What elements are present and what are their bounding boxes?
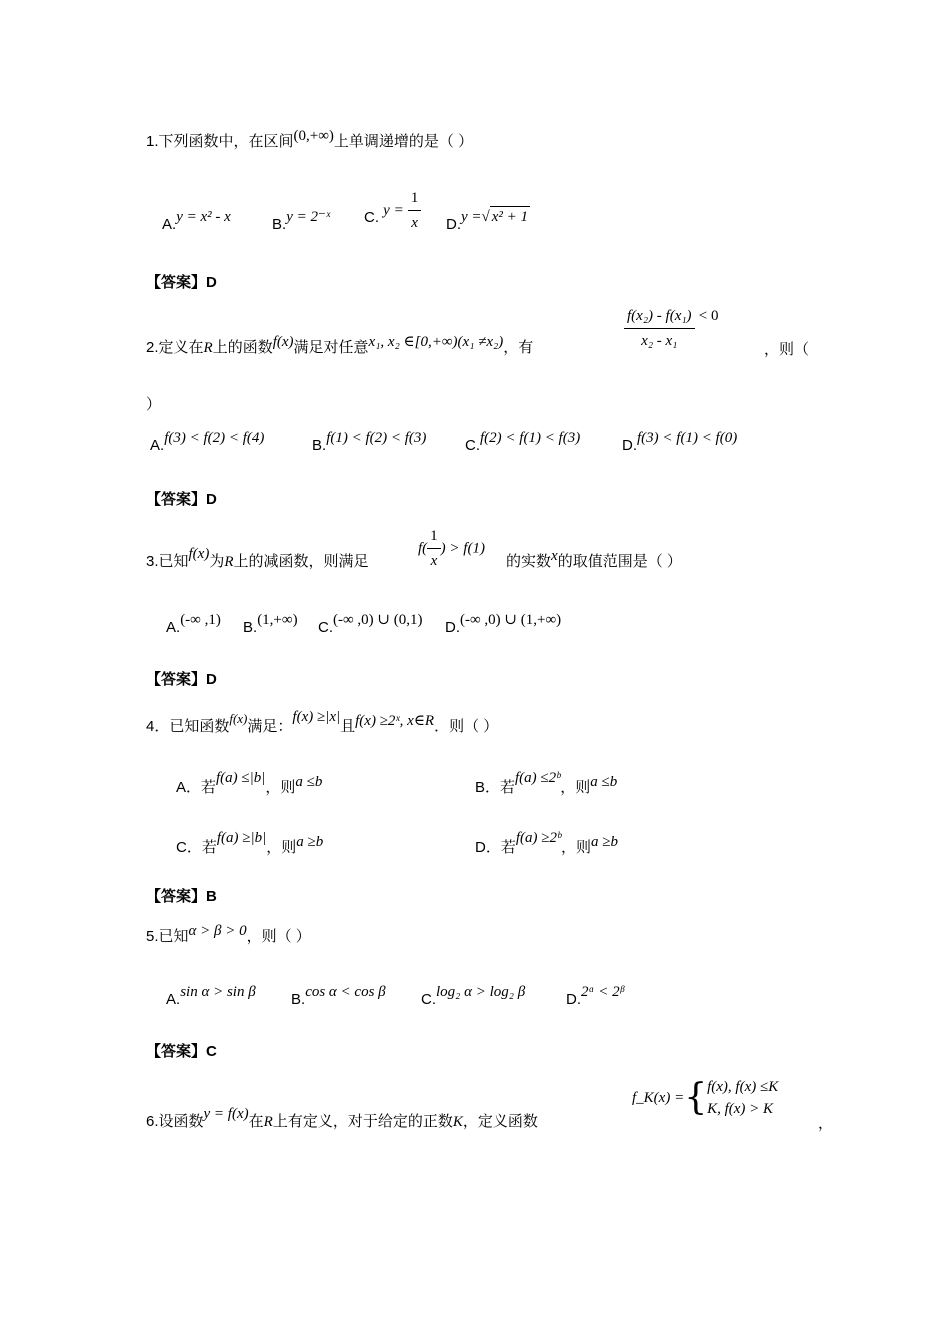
q4-option-c-cond: f(a) ≥|b| [216, 830, 267, 846]
q2-frac-rhs: < 0 [698, 308, 719, 325]
q1-interval: (0,+∞) [293, 128, 334, 144]
q4-cond1: f(x) ≥|x| [292, 709, 341, 725]
q1-option-c [364, 188, 421, 233]
q4-option-b-label: B．若 [475, 779, 516, 796]
q3-option-d-label: D. [445, 619, 460, 636]
q5-stem-a: 5.已知 [146, 928, 189, 945]
q3-option-a-expr: (-∞ ,1) [180, 612, 221, 628]
q1-option-b-label: B. [272, 216, 287, 233]
q6-stem-d: ，定义函数 [462, 1113, 538, 1130]
q5-answer: 【答案】C [146, 1043, 217, 1060]
q2-stem-d: ，有 [503, 339, 534, 356]
q5-option-b-label: B. [291, 991, 306, 1008]
q4-option-c-label: C．若 [176, 839, 217, 856]
q4-stem-b: 满足： [247, 718, 293, 735]
q3-answer: 【答案】D [146, 671, 217, 688]
q2-fraction [624, 306, 695, 351]
q1-option-d-label: D. [446, 216, 461, 233]
q4-option-a [176, 770, 323, 798]
q6-k: K [452, 1114, 463, 1130]
q3-ineq-fraction [427, 526, 441, 571]
q2-answer: 【答案】D [146, 491, 217, 508]
q4-option-d [475, 830, 619, 858]
q3-fx: f(x) [188, 546, 210, 562]
q3-stem-d: 的实数 [506, 553, 552, 570]
q2-option-d-label: D. [622, 437, 637, 454]
q1-option-b-expr: y = 2⁻ˣ [286, 209, 331, 225]
q6-case2: K, f(x) > K [707, 1101, 774, 1117]
q5-option-a-label: A. [166, 991, 181, 1008]
q5-option-c [421, 982, 526, 1008]
q5-option-a [166, 982, 256, 1008]
q5-option-b [291, 982, 386, 1008]
q1-option-d-radicand: x² + 1 [490, 206, 530, 227]
q2-frac-num: f(x₂) - f(x₁) [624, 306, 695, 329]
q3-ineq-den: x [430, 553, 438, 569]
left-brace: { [684, 1077, 708, 1118]
q2-option-b [312, 428, 427, 454]
q1-answer: 【答案】D [146, 274, 217, 291]
q1-option-b [272, 207, 331, 233]
q2-option-a-label: A. [150, 437, 165, 454]
q2-option-b-label: B. [312, 437, 327, 454]
q5-option-a-expr: sin α > sin β [180, 984, 256, 1000]
q4-stem-a: 4．已知函数 [146, 718, 230, 735]
q3-option-d-expr: (-∞ ,0) ∪ (1,+∞) [460, 612, 562, 628]
sqrt-symbol: √ [481, 209, 490, 225]
q4-option-b [475, 770, 618, 798]
q2-fraction-block [624, 306, 718, 351]
q3-x: x [551, 548, 558, 564]
q2-option-a-expr: f(3) < f(2) < f(4) [164, 430, 265, 446]
q4-option-b-res: a ≤b [590, 774, 618, 790]
q6-case1: f(x), f(x) ≤K [707, 1079, 779, 1095]
q2-stem [146, 334, 534, 358]
q4-stem-c: 且 [340, 718, 356, 735]
q1-option-c-den: x [411, 215, 418, 231]
q6-definition [632, 1076, 778, 1120]
q3-stem-a: 3.已知 [146, 553, 189, 570]
q2-r: R [203, 340, 213, 356]
q1-option-a [162, 207, 231, 233]
q5-option-c-expr: log₂ α > log₂ β [436, 984, 526, 1000]
q4-cond2: f(x) ≥2ˣ, x∈R [355, 713, 435, 729]
q3-option-b [243, 610, 298, 636]
q6-stem-c: 上有定义，对于给定的正数 [272, 1113, 453, 1130]
q1-stem-a: 1.下列函数中，在区间 [146, 133, 294, 150]
q2-option-c [465, 428, 581, 454]
q2-option-d-expr: f(3) < f(1) < f(0) [637, 430, 738, 446]
q3-r: R [224, 554, 234, 570]
q4-fx: f(x) [229, 711, 248, 726]
q6-cases [707, 1076, 778, 1120]
q3-stem-c: 上的减函数，则满足 [233, 553, 369, 570]
q5-option-d-label: D. [566, 991, 581, 1008]
q4-option-a-cond: f(a) ≤|b| [216, 770, 266, 786]
q5-option-c-label: C. [421, 991, 436, 1008]
q4-option-c [176, 830, 324, 858]
q3-option-a-label: A. [166, 619, 181, 636]
q1-option-a-expr: y = x² - x [176, 209, 231, 225]
q6-r: R [263, 1114, 273, 1130]
q1-option-d [446, 206, 530, 233]
q3-stem-right [506, 548, 682, 572]
q3-option-c [318, 610, 423, 636]
q1-option-c-num: 1 [408, 188, 422, 211]
q3-inequality [418, 526, 485, 571]
q6-stem-b: 在 [248, 1113, 264, 1130]
q2-option-c-expr: f(2) < f(1) < f(3) [480, 430, 581, 446]
q1-stem [146, 128, 474, 152]
q4-option-d-label: D．若 [475, 839, 516, 856]
q1-option-c-lhs: y = [383, 202, 404, 219]
q2-stem-a: 2.定义在 [146, 339, 204, 356]
q2-option-b-expr: f(1) < f(2) < f(3) [326, 430, 427, 446]
q5-option-d [566, 982, 624, 1008]
q4-stem-d: ．则（ ） [434, 718, 499, 735]
q6-fn: y = f(x) [203, 1106, 249, 1122]
q4-option-b-cond: f(a) ≤2ᵇ [515, 770, 561, 786]
q1-option-d-lhs: y = [461, 209, 482, 225]
q3-option-c-label: C. [318, 619, 333, 636]
q1-option-c-label: C. [364, 209, 379, 227]
q4-option-a-res: a ≤b [295, 774, 323, 790]
q6-stem-e: ， [818, 1115, 834, 1132]
q4-option-a-label: A．若 [176, 779, 217, 796]
q3-stem-e: 的取值范围是（ ） [557, 553, 682, 570]
q3-stem-b: 为 [209, 553, 225, 570]
q4-option-c-res: a ≥b [296, 834, 324, 850]
q1-option-c-fraction [408, 188, 422, 233]
q3-ineq-right: ) > f(1) [440, 540, 485, 557]
q6-stem-a: 6.设函数 [146, 1113, 204, 1130]
q2-stem-f: ） [146, 396, 162, 413]
q2-frac-den: x₂ - x₁ [641, 333, 678, 349]
q2-stem-c: 满足对任意 [293, 339, 369, 356]
q3-option-b-label: B. [243, 619, 258, 636]
q4-option-a-mid: ，则 [265, 779, 296, 796]
q2-stem-b: 上的函数 [212, 339, 273, 356]
q1-stem-b: 上单调递增的是（ ） [333, 133, 474, 150]
q6-def-lhs: f_K(x) = [632, 1089, 685, 1106]
q2-stem-e: ，则（ [764, 341, 810, 358]
q5-cond: α > β > 0 [188, 923, 247, 939]
q5-option-b-expr: cos α < cos β [305, 984, 386, 1000]
q6-stem [146, 1106, 538, 1132]
q4-stem [146, 709, 499, 737]
q4-option-c-mid: ，则 [266, 839, 297, 856]
q2-option-d [622, 428, 738, 454]
q3-ineq-left: f( [418, 540, 428, 557]
q5-option-d-expr: 2ᵅ < 2ᵝ [581, 984, 624, 1000]
q2-cond: x₁, x₂ ∈[0,+∞)(x₁ ≠x₂) [368, 334, 504, 350]
q2-option-a [150, 428, 265, 454]
q3-ineq-num: 1 [427, 526, 441, 549]
q4-option-d-res: a ≥b [591, 834, 619, 850]
q3-option-c-expr: (-∞ ,0) ∪ (0,1) [333, 612, 423, 628]
q2-fx: f(x) [272, 334, 294, 350]
q1-option-a-label: A. [162, 216, 177, 233]
q5-stem-b: ，则（ ） [246, 928, 311, 945]
q3-stem-left [146, 546, 369, 572]
q3-option-d [445, 610, 562, 636]
q3-option-a [166, 610, 221, 636]
q5-stem [146, 923, 311, 947]
q2-option-c-label: C. [465, 437, 480, 454]
q4-option-b-mid: ，则 [560, 779, 591, 796]
q4-option-d-cond: f(a) ≥2ᵇ [515, 830, 562, 846]
q3-option-b-expr: (1,+∞) [257, 612, 298, 628]
q4-option-d-mid: ，则 [561, 839, 592, 856]
q4-answer: 【答案】B [146, 888, 217, 905]
